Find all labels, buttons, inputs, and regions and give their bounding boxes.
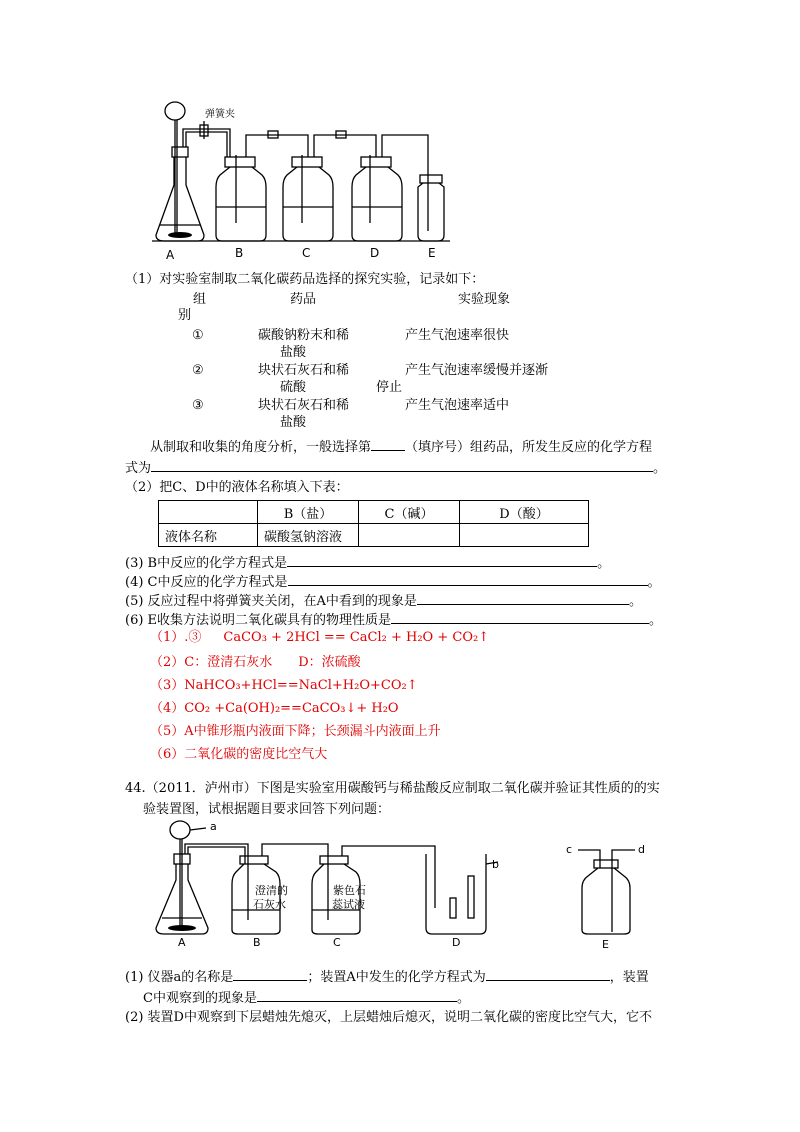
q1-head-drug: 药品 (290, 292, 317, 307)
q1-row2-drug: 块状石灰石和稀 (258, 363, 350, 378)
label-B: B (253, 936, 261, 948)
blank-q4[interactable] (288, 572, 648, 586)
answer-1-equation: CaCO₃ + 2HCl == CaCl₂ + H₂O + CO₂↑ (223, 630, 490, 645)
end-mark: 。 (649, 613, 663, 628)
liquid-C-line1: 紫色石 (333, 884, 366, 897)
liquid-C-line2: 蕊试液 (332, 898, 365, 911)
q1-analysis-b: （填序号）组药品，所发生反应的化学方程 (405, 440, 653, 455)
answer-2 (150, 655, 361, 671)
sub1-b: ；装置A中发生的化学方程式为 (307, 970, 486, 985)
table-cell: 碳酸氢钠溶液 (258, 524, 359, 547)
label-C: C (333, 936, 341, 948)
blank-q5[interactable] (417, 591, 629, 605)
answer-4-equation: CO₂ +Ca(OH)₂==CaCO₃↓+ H₂O (184, 701, 399, 716)
q1-row2-no: ② (192, 363, 204, 378)
q1-period: 。 (653, 461, 667, 476)
liquid-B-line2: 石灰水 (253, 898, 286, 911)
q1-head-group-1: 组 (193, 292, 207, 307)
end-mark: 。 (597, 556, 611, 571)
q2-table (158, 500, 589, 547)
q1-equation-line (125, 458, 666, 477)
label-A: A (178, 936, 186, 948)
q1-row2-phen: 产生气泡速率缓慢并逐渐 (405, 363, 549, 378)
label-a: a (210, 820, 217, 833)
sub1-e: 。 (456, 991, 470, 1006)
q1-head-group-2: 别 (178, 308, 192, 323)
table-cell: 液体名称 (159, 524, 258, 547)
label-C: C (302, 246, 311, 260)
label-B: B (235, 246, 244, 260)
label-b: b (492, 858, 499, 871)
answer-2-c: （2）C：澄清石灰水 (150, 655, 273, 670)
q3-text: (3) B中反应的化学方程式是 (125, 556, 288, 571)
blank-group-no[interactable] (371, 437, 405, 451)
q4-line (125, 572, 661, 591)
label-spring-clip: 弹簧夹 (205, 109, 235, 120)
label-d: d (638, 843, 645, 856)
label-D: D (370, 246, 380, 260)
apparatus-figure-1 (150, 95, 470, 265)
q1-head-phenomenon: 实验现象 (458, 292, 511, 307)
table-cell[interactable] (359, 524, 460, 547)
q1-row1-phen: 产生气泡速率很快 (405, 328, 510, 343)
q1-row2-phen2: 停止 (376, 380, 403, 395)
table-cell (159, 501, 258, 524)
blank-C-phenomenon[interactable] (257, 988, 457, 1002)
answer-4 (150, 701, 399, 717)
label-c: c (566, 843, 573, 856)
q6-line (125, 610, 662, 629)
sub1-line1 (125, 967, 649, 986)
q1-analysis-a: 从制取和收集的角度分析，一般选择第 (150, 440, 372, 455)
answer-3-no: （3） (150, 678, 185, 693)
sub1-line2 (143, 988, 470, 1007)
blank-q3[interactable] (287, 553, 597, 567)
liquid-B-line1: 澄清的 (255, 884, 288, 897)
end-mark: 。 (628, 594, 642, 609)
label-E: E (602, 938, 609, 951)
answer-6: （6）二氧化碳的密度比空气大 (150, 747, 328, 762)
apparatus-figure-2 (150, 818, 500, 948)
q1-intro: （1）对实验室制取二氧化碳药品选择的探究实验，记录如下： (125, 272, 485, 287)
q1-row3-drug: 块状石灰石和稀 (258, 398, 350, 413)
apparatus-figure-E (560, 838, 680, 953)
table-cell: D（酸） (460, 501, 589, 524)
sub1-a: (1) 仪器a的名称是 (125, 970, 234, 985)
q1-row2-drug2: 硫酸 (280, 380, 307, 395)
q5-text: (5) 反应过程中将弹簧夹关闭，在A中看到的现象是 (125, 594, 417, 609)
q44-line1: 44.（2011．泸州市）下图是实验室用碳酸钙与稀盐酸反应制取二氧化碳并验证其性质的的实 (125, 781, 660, 796)
q1-row1-no: ① (192, 328, 204, 343)
q44-line2: 验装置图，试根据题目要求回答下列问题： (143, 802, 391, 817)
sub1-d: C中观察到的现象是 (143, 991, 257, 1006)
q1-analysis (150, 437, 652, 456)
label-A: A (166, 248, 175, 262)
table-cell[interactable] (460, 524, 589, 547)
blank-instrument-a[interactable] (233, 967, 307, 981)
answer-4-no: （4） (150, 701, 185, 716)
q6-text: (6) E收集方法说明二氧化碳具有的物理性质是 (125, 613, 392, 628)
blank-equation[interactable] (151, 458, 653, 472)
answer-1-no: （1）.③ (150, 630, 202, 645)
q1-row3-drug2: 盐酸 (280, 415, 307, 430)
q1-row3-phen: 产生气泡速率适中 (405, 398, 510, 413)
answer-5: （5）A中锥形瓶内液面下降；长颈漏斗内液面上升 (150, 724, 441, 739)
label-E: E (428, 246, 436, 260)
q1-row3-no: ③ (192, 398, 204, 413)
sub2-line: (2) 装置D中观察到下层蜡烛先熄灭，上层蜡烛后熄灭，说明二氧化碳的密度比空气大，它不 (125, 1010, 652, 1025)
sub1-c: ，装置 (609, 970, 649, 985)
answer-3 (150, 678, 418, 694)
table-cell: B（盐） (258, 501, 359, 524)
q1-row1-drug2: 盐酸 (280, 345, 307, 360)
answer-2-d: D：浓硫酸 (298, 655, 361, 670)
end-mark: 。 (647, 575, 661, 590)
q1-row1-drug: 碳酸钠粉末和稀 (258, 328, 350, 343)
blank-equation-A[interactable] (486, 967, 610, 981)
label-D: D (452, 936, 461, 948)
table-cell: C（碱） (359, 501, 460, 524)
q3-line (125, 553, 610, 572)
answer-1 (150, 630, 489, 646)
q2-text: （2）把C、D中的液体名称填入下表： (125, 480, 349, 495)
table-row (159, 524, 589, 547)
blank-q6[interactable] (391, 610, 649, 624)
q1-analysis-c: 式为 (125, 461, 152, 476)
answer-3-equation: NaHCO₃+HCl==NaCl+H₂O+CO₂↑ (184, 678, 418, 693)
table-row (159, 501, 589, 524)
q4-text: (4) C中反应的化学方程式是 (125, 575, 288, 590)
q5-line (125, 591, 642, 610)
